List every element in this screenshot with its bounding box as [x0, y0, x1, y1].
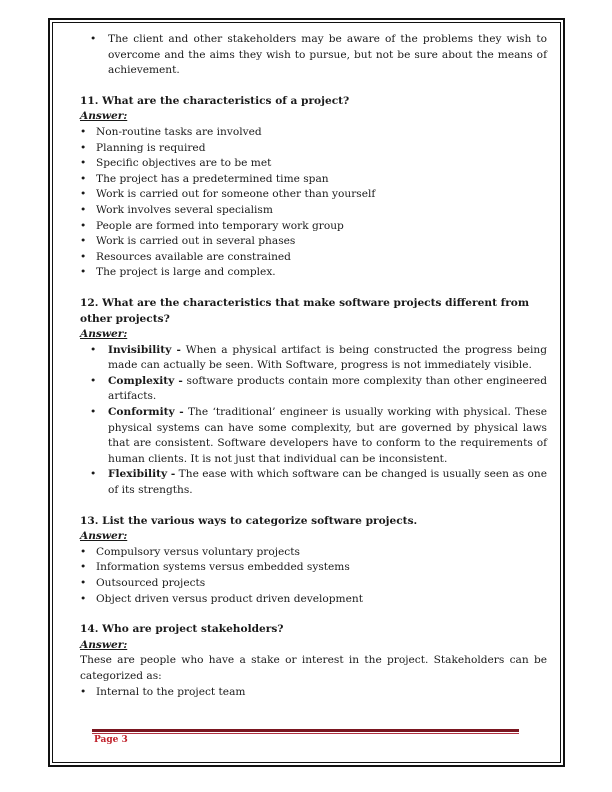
list-item: • Non-routine tasks are involved [80, 125, 547, 141]
list-item [80, 405, 547, 467]
list-item: • Planning is required [80, 141, 547, 157]
term-description: The ‘traditional’ engineer is usually working with physical. These physical systems can have some complexity, but are governed by physical laws that are consistent. Software developers have to conform to the requirements of human clients. It is not just that individual can be inconsistent. [108, 406, 547, 465]
list-item: • Specific objectives are to be met [80, 156, 547, 172]
stakeholder-list [80, 685, 547, 701]
question-heading: 13. List the various ways to categorize software projects. [80, 514, 418, 527]
term-description: The ease with which software can be changed is usually seen as one of its strengths. [108, 468, 547, 497]
list-item: • People are formed into temporary work group [80, 219, 547, 235]
list-item: • Work involves several specialism [80, 203, 547, 219]
page-number: Page 3 [94, 735, 128, 745]
list-item: • Work is carried out for someone other than yourself [80, 187, 547, 203]
project-characteristics-list [80, 125, 547, 281]
footer-rule-thin [92, 733, 519, 734]
answer-label: Answer: [80, 110, 128, 123]
answer-label: Answer: [80, 328, 128, 341]
document-body [80, 32, 547, 700]
term-description: software products contain more complexity than other engineered artifacts. [108, 374, 547, 403]
question-11-section [80, 94, 547, 281]
footer-rule [92, 729, 519, 732]
question-heading: 14. Who are project stakeholders? [80, 623, 284, 636]
list-item: • The project has a predetermined time span [80, 172, 547, 188]
answer-label: Answer: [80, 638, 128, 651]
list-item: • Object driven versus product driven development [80, 592, 547, 608]
list-item: • Resources available are constrained [80, 250, 547, 266]
list-item: • Internal to the project team [80, 685, 547, 701]
list-item: • Outsourced projects [80, 576, 547, 592]
question-14-section [80, 622, 547, 700]
term-description: When a physical artifact is being constructed the progress being made can actually be seen. With Software, progress is not immediately visible. [108, 343, 547, 372]
project-categories-list [80, 545, 547, 607]
term-label: Invisibility - [108, 343, 181, 356]
term-label: Complexity - [108, 374, 183, 387]
question-12-section [80, 296, 547, 499]
list-item: • Work is carried out in several phases [80, 234, 547, 250]
list-item [80, 343, 547, 374]
answer-paragraph: These are people who have a stake or interest in the project. Stakeholders can be categorized as: [80, 654, 547, 682]
question-13-section [80, 514, 547, 608]
question-heading: 12. What are the characteristics that make software projects different from other projects? [80, 296, 530, 325]
term-label: Conformity - [108, 406, 184, 419]
list-item: • The client and other stakeholders may be aware of the problems they wish to overcome and the aims they wish to pursue, but not be sure about the means of achievement. [80, 32, 547, 79]
intro-bullet-list [80, 32, 547, 79]
software-characteristics-list [80, 343, 547, 499]
list-item: • The project is large and complex. [80, 265, 547, 281]
list-item: • Compulsory versus voluntary projects [80, 545, 547, 561]
answer-label: Answer: [80, 530, 128, 543]
question-heading: 11. What are the characteristics of a project? [80, 94, 350, 107]
list-item [80, 374, 547, 405]
list-item [80, 467, 547, 498]
term-label: Flexibility - [108, 468, 176, 481]
list-item: • Information systems versus embedded systems [80, 560, 547, 576]
